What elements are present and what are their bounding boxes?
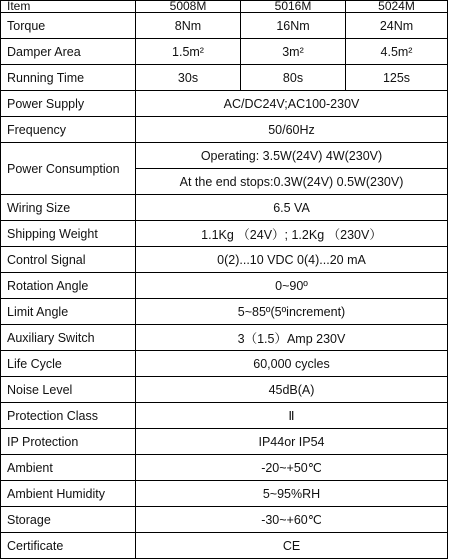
row-value: Ⅱ: [136, 403, 448, 429]
row-label: Ambient Humidity: [1, 481, 136, 507]
spec-row: [1, 195, 448, 221]
row-label: Ambient: [1, 455, 136, 481]
row-value: 16Nm: [241, 13, 346, 39]
spec-row: [1, 429, 448, 455]
row-value: 5~95%RH: [136, 481, 448, 507]
spec-row: [1, 403, 448, 429]
row-label: Control Signal: [1, 247, 136, 273]
power-supply-row: [1, 91, 448, 117]
row-value: CE: [136, 533, 448, 559]
row-value: 50/60Hz: [136, 117, 448, 143]
spec-row: [1, 533, 448, 559]
row-value: 1.5m²: [136, 39, 241, 65]
row-label: Protection Class: [1, 403, 136, 429]
row-label: Power Consumption: [1, 143, 136, 195]
row-value: 3（1.5）Amp 230V: [136, 325, 448, 351]
row-value: -20~+50℃: [136, 455, 448, 481]
row-value: 0~90º: [136, 273, 448, 299]
header-item-cell: Item: [1, 1, 136, 13]
row-label: Wiring Size: [1, 195, 136, 221]
row-label: Noise Level: [1, 377, 136, 403]
row-label: Limit Angle: [1, 299, 136, 325]
row-label: Running Time: [1, 65, 136, 91]
row-value: 8Nm: [136, 13, 241, 39]
row-value: 30s: [136, 65, 241, 91]
spec-row: [1, 351, 448, 377]
row-label: Rotation Angle: [1, 273, 136, 299]
row-label: Torque: [1, 13, 136, 39]
torque-row: [1, 13, 448, 39]
damper-area-row: [1, 39, 448, 65]
row-label: Shipping Weight: [1, 221, 136, 247]
row-value: 6.5 VA: [136, 195, 448, 221]
row-value: 80s: [241, 65, 346, 91]
spec-row: [1, 455, 448, 481]
row-label: IP Protection: [1, 429, 136, 455]
header-model-5016m: 5016M: [241, 1, 346, 13]
row-value: AC/DC24V;AC100-230V: [136, 91, 448, 117]
row-label: Auxiliary Switch: [1, 325, 136, 351]
spec-row: [1, 507, 448, 533]
header-row: [1, 1, 448, 13]
row-value: 0(2)...10 VDC 0(4)...20 mA: [136, 247, 448, 273]
row-value: 125s: [346, 65, 448, 91]
spec-row: [1, 481, 448, 507]
row-label: Storage: [1, 507, 136, 533]
spec-row: [1, 377, 448, 403]
row-value: -30~+60℃: [136, 507, 448, 533]
power-consumption-operating: Operating: 3.5W(24V) 4W(230V): [136, 143, 448, 169]
power-consumption-row: [1, 143, 448, 169]
spec-row: [1, 247, 448, 273]
header-model-5008m: 5008M: [136, 1, 241, 13]
spec-row: [1, 221, 448, 247]
spec-row: [1, 325, 448, 351]
row-value: 4.5m²: [346, 39, 448, 65]
row-label: Power Supply: [1, 91, 136, 117]
row-value: IP44or IP54: [136, 429, 448, 455]
row-label: Frequency: [1, 117, 136, 143]
row-value: 3m²: [241, 39, 346, 65]
row-value: 1.1Kg （24V）; 1.2Kg （230V）: [136, 221, 448, 247]
running-time-row: [1, 65, 448, 91]
row-value: 24Nm: [346, 13, 448, 39]
spec-row: [1, 273, 448, 299]
power-consumption-end-stops: At the end stops:0.3W(24V) 0.5W(230V): [136, 169, 448, 195]
header-model-5024m: 5024M: [346, 1, 448, 13]
spec-row: [1, 299, 448, 325]
row-value: 45dB(A): [136, 377, 448, 403]
row-label: Life Cycle: [1, 351, 136, 377]
row-value: 60,000 cycles: [136, 351, 448, 377]
row-value: 5~85º(5ºincrement): [136, 299, 448, 325]
frequency-row: [1, 117, 448, 143]
row-label: Damper Area: [1, 39, 136, 65]
row-label: Certificate: [1, 533, 136, 559]
